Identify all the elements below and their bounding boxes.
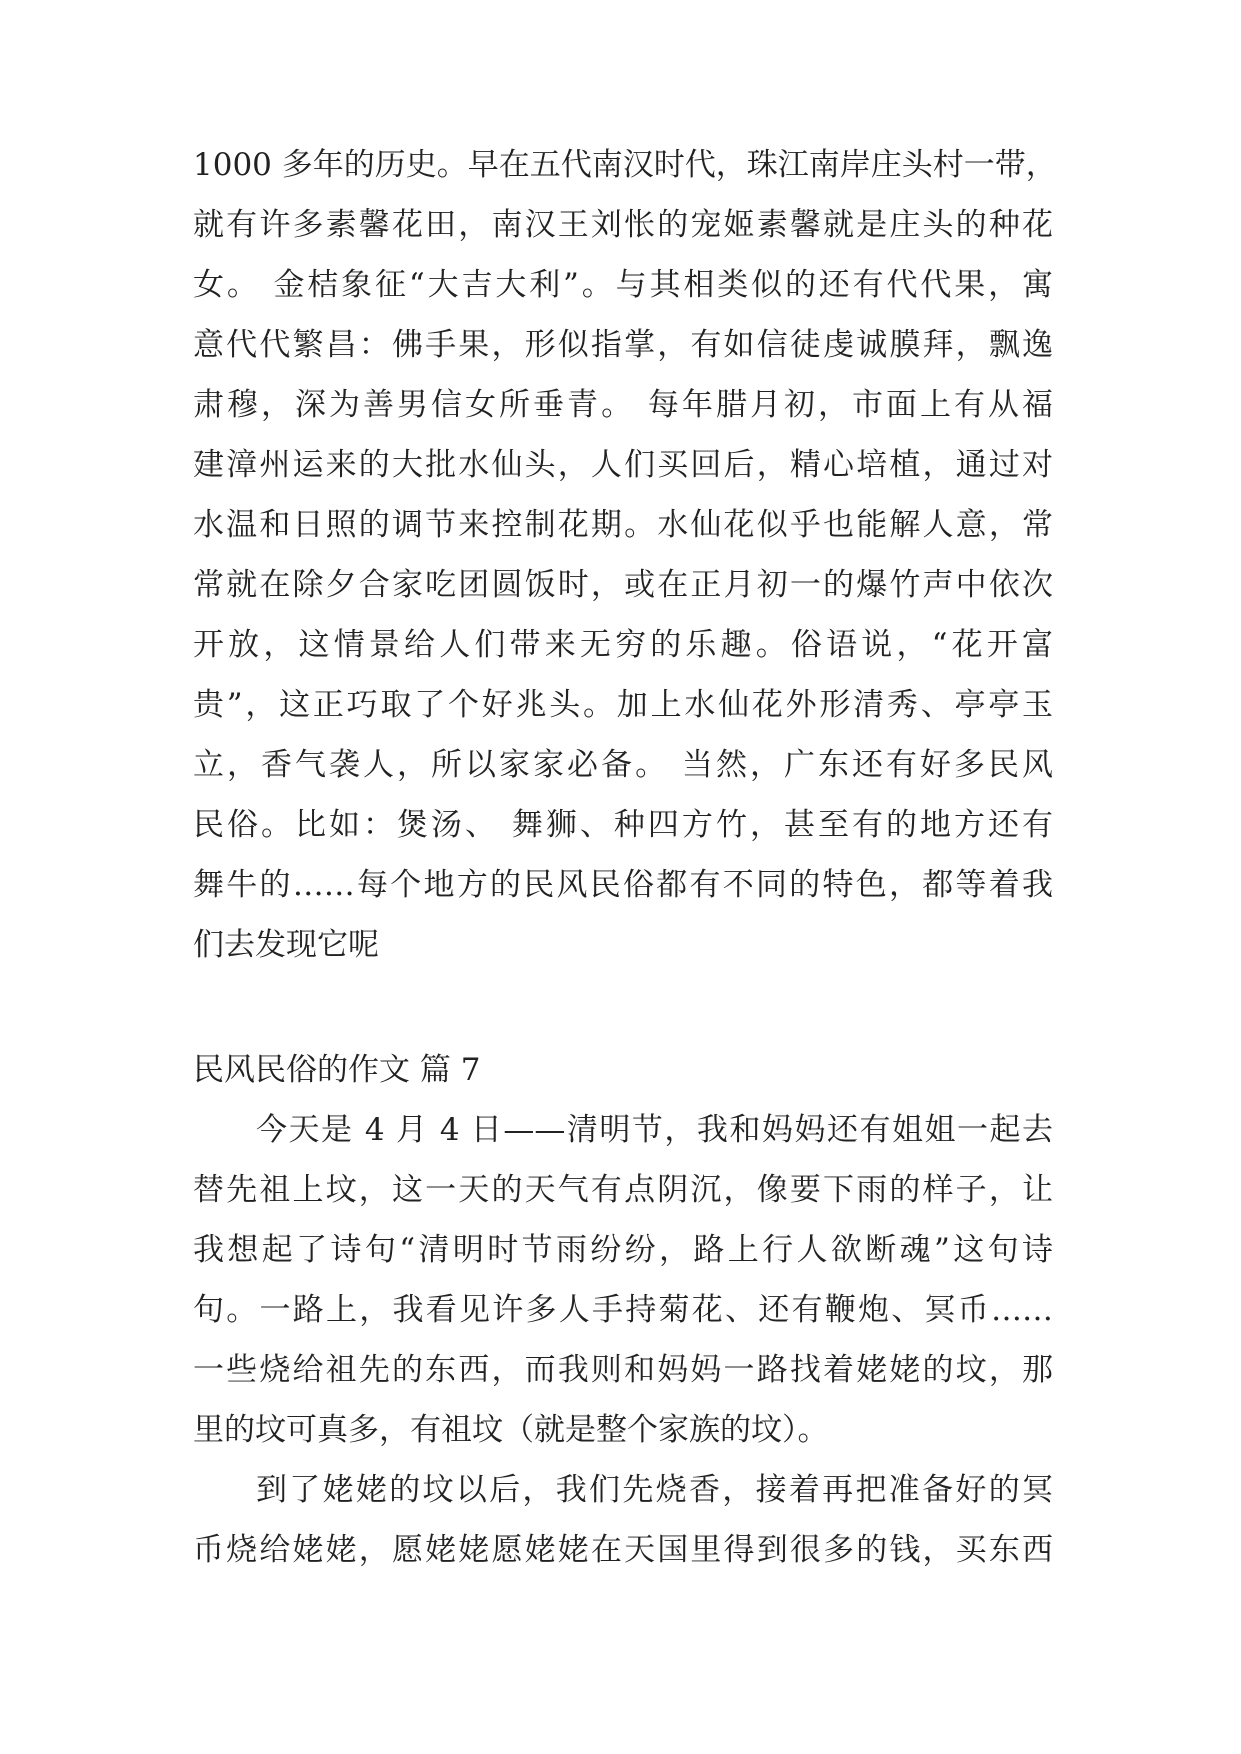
paragraph-line: 一些烧给祖先的东西，而我则和妈妈一路找着姥姥的坟，那	[193, 1352, 1053, 1388]
paragraph-line: 舞牛的……每个地方的民风民俗都有不同的特色，都等着我	[193, 867, 1053, 903]
paragraph-line: 民俗。比如：煲汤、 舞狮、种四方竹，甚至有的地方还有	[193, 807, 1053, 843]
paragraph-line: 今天是 4 月 4 日——清明节，我和妈妈还有姐姐一起去	[256, 1112, 1053, 1148]
paragraph-line: 替先祖上坟，这一天的天气有点阴沉，像要下雨的样子，让	[193, 1172, 1053, 1208]
paragraph-line: 们去发现它呢	[193, 927, 379, 963]
paragraph-line: 女。 金桔象征“大吉大利”。与其相类似的还有代代果，寓	[193, 267, 1053, 303]
paragraph-line: 里的坟可真多，有祖坟（就是整个家族的坟）。	[193, 1412, 829, 1448]
section-heading: 民风民俗的作文 篇 7	[193, 1052, 481, 1088]
paragraph-line: 意代代繁昌：佛手果，形似指掌，有如信徒虔诚膜拜，飘逸	[193, 327, 1053, 363]
paragraph-line: 1000 多年的历史。早在五代南汉时代，珠江南岸庄头村一带，	[193, 147, 1057, 183]
paragraph-line: 常就在除夕合家吃团圆饭时，或在正月初一的爆竹声中依次	[193, 567, 1053, 603]
paragraph-line: 建漳州运来的大批水仙头，人们买回后，精心培植，通过对	[193, 447, 1053, 483]
paragraph-line: 就有许多素馨花田，南汉王刘怅的宠姬素馨就是庄头的种花	[193, 207, 1053, 243]
paragraph-line: 到了姥姥的坟以后，我们先烧香，接着再把准备好的冥	[256, 1472, 1053, 1508]
paragraph-line: 肃穆，深为善男信女所垂青。 每年腊月初，市面上有从福	[193, 387, 1053, 423]
paragraph-line: 水温和日照的调节来控制花期。水仙花似乎也能解人意，常	[193, 507, 1053, 543]
paragraph-line: 开放，这情景给人们带来无穷的乐趣。俗语说，“花开富	[193, 627, 1053, 663]
paragraph-line: 币烧给姥姥，愿姥姥愿姥姥在天国里得到很多的钱，买东西	[193, 1532, 1053, 1568]
paragraph-line: 句。一路上，我看见许多人手持菊花、还有鞭炮、冥币……	[193, 1292, 1053, 1328]
paragraph-line: 我想起了诗句“清明时节雨纷纷，路上行人欲断魂”这句诗	[193, 1232, 1053, 1268]
paragraph-line: 立，香气袭人，所以家家必备。 当然，广东还有好多民风	[193, 747, 1053, 783]
paragraph-line: 贵”，这正巧取了个好兆头。加上水仙花外形清秀、亭亭玉	[193, 687, 1053, 723]
